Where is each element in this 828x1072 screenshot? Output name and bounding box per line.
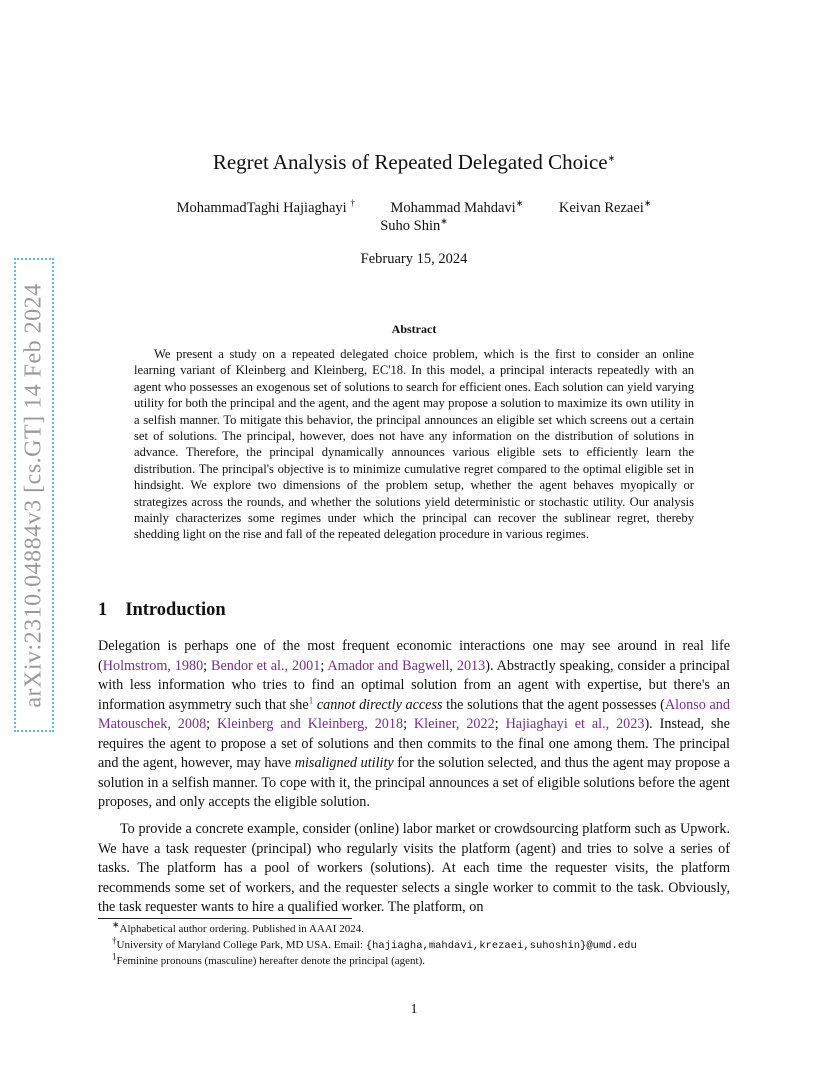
section-title: Introduction (125, 600, 226, 620)
footnote: †University of Maryland College Park, MD USA. Email: {hajiagha,mahdavi,krezaei,suhoshin}@umd.edu (112, 934, 637, 952)
title-footnote-mark: ∗ (607, 153, 616, 163)
email-addresses: {hajiagha,mahdavi,krezaei,suhoshin}@umd.edu (365, 939, 637, 952)
intro-paragraph-1: Delegation is perhaps one of the most frequent economic interactions one may see around in real life (Holmstrom, 1980; Bendor et al., 2001; Amador and Bagwell, 2013). Abstractly speaking, consider a principal with less information who tries to find an optimal solution from an agent with expertise, but there's an information asymmetry such that she$^1$ cannot directly access the solutions that the agent possesses (Alonso and Matouschek, 2008; Kleinberg and Kleinberg, 2018; Kleiner, 2022; Hajiaghayi et al., 2023). Instead, she requires the agent to propose a set of solutions and then commits to the final one among them. The principal and the agent, however, may have misaligned utility for the solution selected, and thus the agent may propose a solution in a selfish manner. To cope with it, the principal announces a set of eligible solutions before the agent proposes, and only accepts the eligible solution. (98, 638, 730, 810)
citation-link[interactable]: Kleinberg and Kleinberg, 2018 (217, 716, 404, 732)
author: Suho Shin∗ (380, 216, 448, 234)
citation-link[interactable]: Kleiner, 2022 (413, 716, 495, 732)
author: MohammadTaghi Hajiaghayi † (176, 198, 355, 216)
citation-link[interactable]: Alonso and Matouschek, 2008 (98, 696, 730, 732)
section-number: 1 (98, 600, 108, 620)
citation-link[interactable]: Hajiaghayi et al., 2023 (505, 716, 645, 732)
section-heading (98, 600, 226, 621)
paper-title (0, 150, 828, 175)
abstract-text: We present a study on a repeated delegated choice problem, which is the first to consider an online learning variant of Kleinberg and Kleinberg, EC'18. In this model, a principal interacts repeatedly with an agent who possesses an exogenous set of solutions to search for efficient ones. Each solution can yield varying utility for both the principal and the agent, and the agent may propose a solution to maximize its own utility in a selfish manner. To mitigate this behavior, the principal announces an eligible set which screens out a certain set of solutions. The principal, however, does not have any information on the distribution of solutions in advance. Therefore, the principal dynamically announces various eligible sets to efficiently learn the distribution. The principal's objective is to minimize cumulative regret compared to the optimal eligible set in hindsight. We explore two dimensions of the problem setup, whether the agent behaves myopically or strategizes across the rounds, and whether the solutions yield deterministic or stochastic utility. Our analysis mainly characterizes some regimes under which the principal can recover the sublinear regret, thereby shedding light on the rise and fall of the repeated delegation procedure in various regimes. (134, 347, 694, 542)
author-list (0, 200, 828, 217)
title-text: Regret Analysis of Repeated Delegated Choice (212, 150, 608, 174)
author: Mohammad Mahdavi∗ (390, 198, 524, 216)
arxiv-identifier: arXiv:2310.04884v3 [cs.GT] 14 Feb 2024 (20, 282, 47, 708)
author-list-second-row (0, 218, 828, 235)
author: Keivan Rezaei∗ (558, 198, 652, 216)
footnote: ∗Alphabetical author ordering. Published in AAAI 2024. (112, 919, 364, 935)
footnote: $^1$Feminine pronouns (masculine) hereafter denote the principal (agent). (112, 951, 425, 967)
intro-paragraph-2: To provide a concrete example, consider (online) labor market or crowdsourcing platform such as Upwork. We have a task requester (principal) who regularly visits the platform (agent) and tries to solve a series of tasks. The platform has a pool of workers (solutions). At each time the requester visits, the platform recommends some set of workers, and the requester selects a single worker to commit to the task. Obviously, the task requester wants to hire a qualified worker. The platform, on (98, 821, 730, 915)
citation-link[interactable]: Bendor et al., 2001 (211, 657, 321, 674)
abstract-heading: Abstract (391, 322, 437, 336)
footnotes (112, 919, 732, 970)
footnote-rule (98, 918, 352, 919)
footnote-link[interactable]: 1 (308, 694, 314, 705)
citation-link[interactable]: Holmstrom, 1980 (102, 657, 204, 674)
paper-date: February 15, 2024 (360, 251, 468, 267)
citation-link[interactable]: Amador and Bagwell, 2013 (327, 657, 486, 674)
page-number: 1 (410, 1002, 418, 1017)
